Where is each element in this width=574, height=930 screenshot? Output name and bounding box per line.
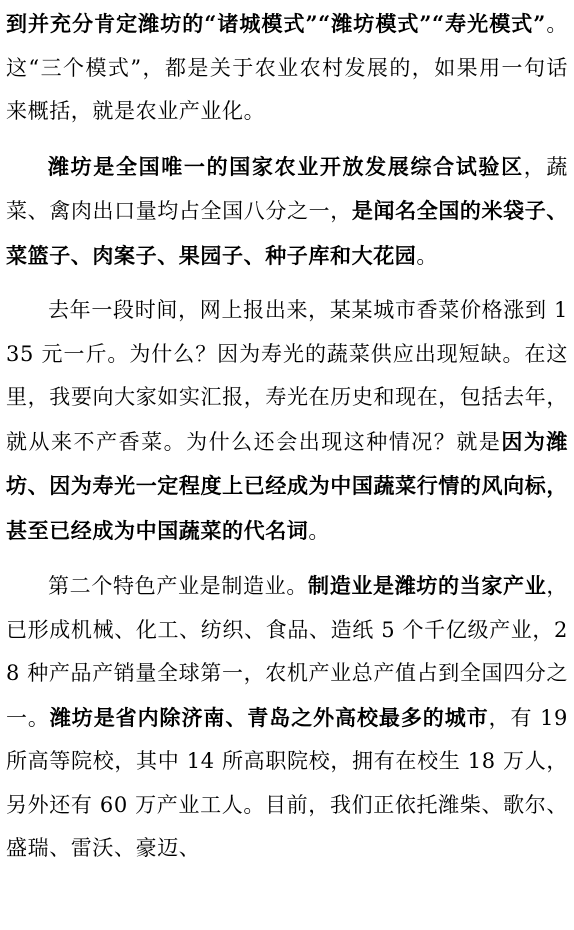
text-run: ，蔬菜、禽肉出口量均占全国八分之一，	[6, 154, 568, 223]
text-run: 。	[308, 518, 331, 543]
paragraph-3	[6, 289, 568, 553]
text-run: 潍坊是全国唯一的国家农业开放发展综合试验区	[48, 153, 524, 179]
text-run: ，有 19 所高等院校，其中 14 所高职院校，拥有在校生 18 万人，另外还有 60 万产业工人。目前，我们正依托潍柴、歌尔、盛瑞、雷沃、豪迈、	[6, 705, 568, 860]
paragraph-2	[6, 145, 568, 279]
paragraph-1	[6, 2, 568, 134]
text-run: 。这“三个模式”，都是关于农业农村发展的，如果用一句话来概括，就是农业产业化。	[6, 12, 568, 123]
text-run: 第二个特色产业是制造业。	[48, 574, 309, 598]
text-run: ，已形成机械、化工、纺织、食品、造纸 5 个千亿级产业，28 种产品产销量全球第一，农机产业总产值占到全国四分之一。	[6, 574, 568, 730]
text-run: 制造业是潍坊的当家产业	[308, 573, 547, 598]
text-run: 到并充分肯定潍坊的“诸城模式”“潍坊模式”“寿光模式”	[6, 11, 546, 36]
text-run: 潍坊是省内除济南、青岛之外高校最多的城市	[49, 704, 489, 730]
text-run: 因为潍坊、因为寿光一定程度上已经成为中国蔬菜行情的风向标，甚至已经成为中国蔬菜的代名词	[6, 428, 568, 543]
text-run: 是闻名全国的米袋子、菜篮子、肉案子、果园子、种子库和大花园	[6, 198, 568, 268]
text-run: 去年一段时间，网上报出来，某某城市香菜价格涨到 135 元一斤。为什么？因为寿光的蔬菜供应出现短缺。在这里，我要向大家如实汇报，寿光在历史和现在，包括去年，就从来不产香菜。为什么还会出现这种情况？就是	[6, 298, 568, 454]
paragraph-4	[6, 564, 568, 871]
text-run: 。	[416, 243, 439, 268]
